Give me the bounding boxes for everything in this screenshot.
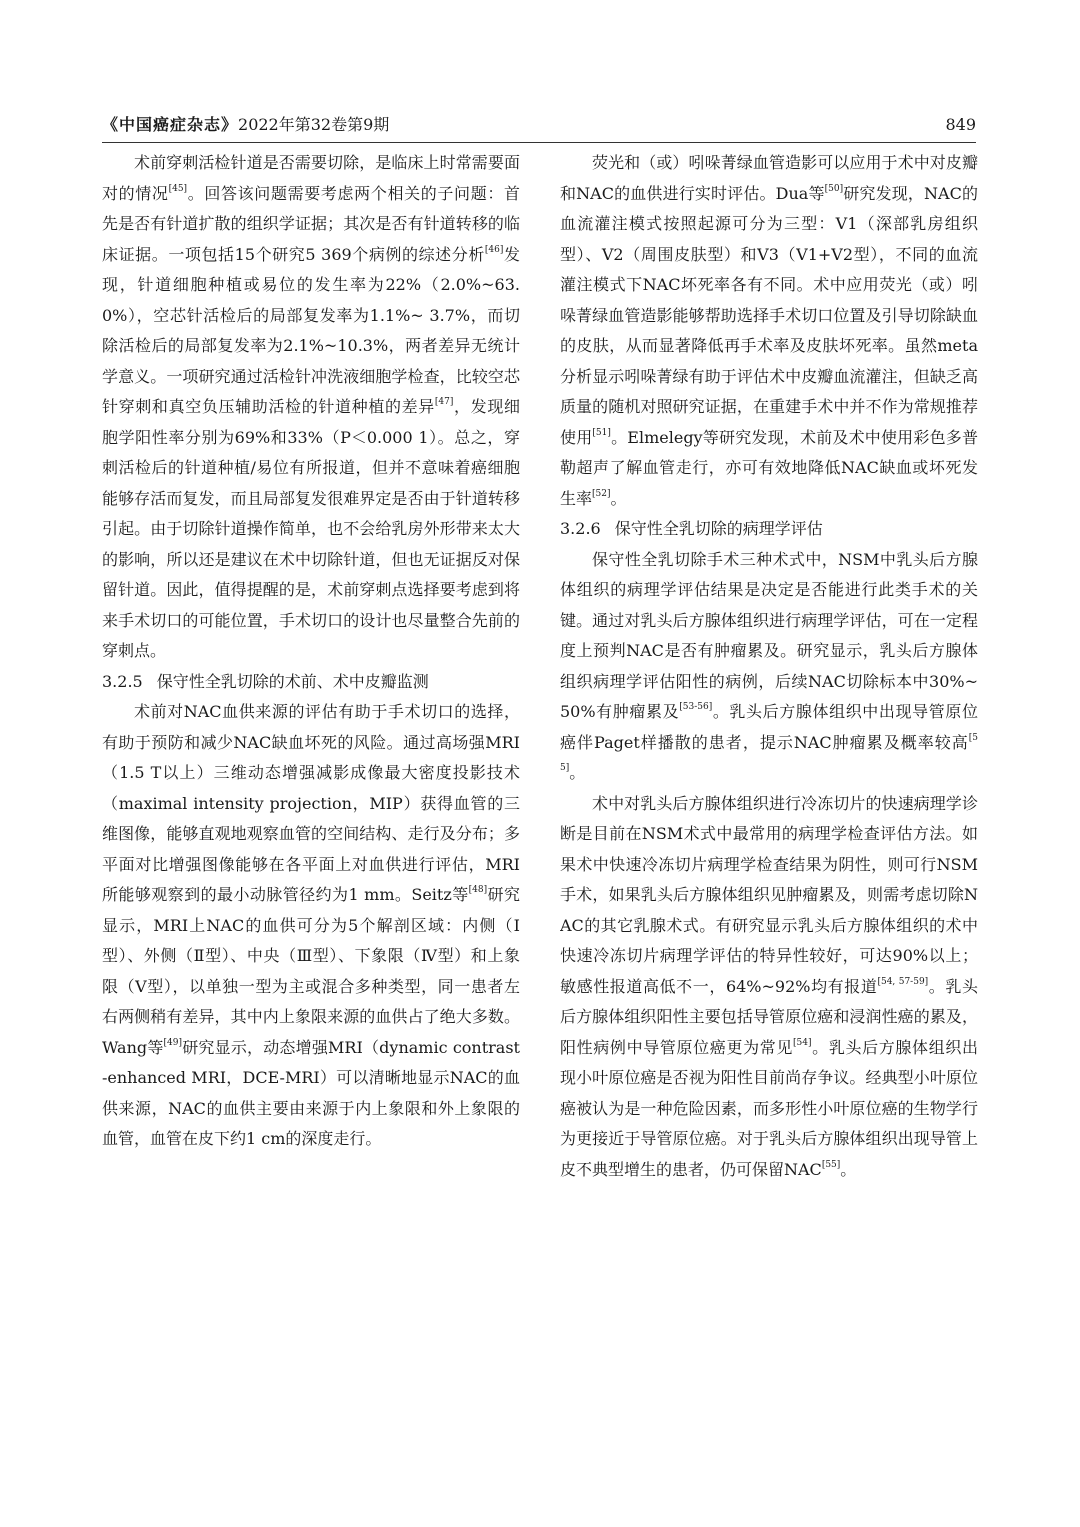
citation-ref: [50] [824, 183, 844, 194]
paragraph-needle-tract [102, 148, 520, 667]
citation-ref: [55] [560, 732, 978, 773]
citation-ref: [47] [434, 397, 454, 407]
paragraph-pathology-evaluation [560, 545, 978, 789]
section-title: 保守性全乳切除的术前、术中皮瓣监测 [156, 671, 429, 691]
journal-name: 《中国癌症杂志》 [102, 115, 239, 134]
paragraph-text: 术前穿刺活检针道是否需要切除，是临床上时常需要面对的情况 [102, 153, 520, 203]
citation-ref: [49] [163, 1037, 183, 1048]
paragraph-text: 。 [569, 763, 586, 782]
paragraph-text: 。乳头后方腺体组织阳性主要包括导管原位癌和浸润性癌的累及，阳性病例中导管原位癌更为常见 [560, 976, 978, 1057]
section-title: 保守性全乳切除的病理学评估 [614, 519, 823, 538]
paragraph-text: 。 [610, 488, 627, 508]
right-column [560, 148, 978, 1408]
paragraph-text: 保守性全乳切除手术三种术式中，NSM中乳头后方腺体组织的病理学评估结果是决定是否能进行此类手术的关键。通过对乳头后方腺体组织进行病理学评估，可在一定程度上预判NAC是否有肿瘤累及。研究显示，乳头后方腺体组织病理学评估阳性的病例，后续NAC切除标本中30%~ 50%有肿瘤累及 [560, 549, 978, 721]
citation-ref: [46] [484, 244, 504, 255]
paragraph-text: 发现，针道细胞种植或易位的发生率为22%（2.0%~63.0%），空芯针活检后的局部复发率为1.1%~ 3.7%，而切除活检后的局部复发率为2.1%~10.3%，两者差异无统计学意义。一项研究通过活检针冲洗液细胞学检查，比较空芯针穿刺和真空负压辅助活检的针道种植的差异 [102, 244, 520, 416]
paragraph-text: 术中对乳头后方腺体组织进行冷冻切片的快速病理学诊断是目前在NSM术式中最常用的病理学检查评估方法。如果术中快速冷冻切片病理学检查结果为阴性，则可行NSM手术，如果乳头后方腺体组织见肿瘤累及，则需考虑切除NAC的其它乳腺术式。有研究显示乳头后方腺体组织的术中快速冷冻切片病理学评估的特异性较好，可达90%以上；敏感性报道高低不一，64%~92%均有报道 [560, 793, 978, 996]
paragraph-frozen-section [560, 789, 978, 1186]
citation-ref: [53-56] [679, 702, 713, 712]
paragraph-text: 研究发现，NAC的血流灌注模式按照起源可分为三型：V1（深部乳房组织型）、V2（周围皮肤型）和V3（V1+V2型），不同的血流灌注模式下NAC坏死率各有不同。术中应用荧光（或）吲哚菁绿血管造影能够帮助选择手术切口位置及引导切除缺血的皮肤，从而显著降低再手术率及皮肤坏死率。虽然meta分析显示吲哚菁绿有助于评估术中皮瓣血流灌注，但缺乏高质量的随机对照研究证据，在重建手术中并不作为常规推荐使用 [560, 183, 978, 447]
paragraph-text: 荧光和（或）吲哚菁绿血管造影可以应用于术中对皮瓣和NAC的血供进行实时评估。Dua等 [560, 153, 978, 203]
paragraph-text: 研究显示，动态增强MRI（dynamic contrast-enhanced MRI，DCE-MRI）可以清晰地显示NAC的血供来源，NAC的血供主要由来源于内上象限和外上象限的血管，血管在皮下约1 cm的深度走行。 [102, 1037, 520, 1148]
journal-issue: 2022年第32卷第9期 [238, 115, 390, 134]
section-number: 3.2.5 [102, 671, 143, 691]
paragraph-angiography [560, 148, 978, 514]
page-number: 849 [945, 115, 976, 134]
section-number: 3.2.6 [560, 519, 601, 538]
section-heading-3-2-6 [560, 514, 978, 545]
paragraph-blood-supply [102, 697, 520, 1155]
citation-ref: [52] [592, 488, 611, 499]
citation-ref: [51] [592, 427, 611, 438]
paragraph-text: 术前对NAC血供来源的评估有助于手术切口的选择，有助于预防和减少NAC缺血坏死的风险。通过高场强MRI（1.5 T以上）三维动态增强减影成像最大密度投影技术（maximal intensity projection，MIP）获得血管的三维图像，能够直观地观察血管的空间结构、走行及分布；多平面对比增强图像能够在各平面上对血供进行评估，MRI所能够观察到的最小动脉管径约为1 mm。Seitz等 [102, 702, 520, 904]
paragraph-text: 。回答该问题需要考虑两个相关的子问题：首先是否有针道扩散的组织学证据；其次是否有针道转移的临床证据。一项包括15个研究5 369个病例的综述分析 [102, 183, 520, 264]
running-header [102, 113, 976, 137]
citation-ref: [54, 57-59] [877, 976, 929, 987]
paragraph-text: ，发现细胞学阳性率分别为69%和33%（P＜0.000 1）。总之，穿刺活检后的针道种植/易位有所报道，但并不意味着癌细胞能够存活而复发，而且局部复发很难界定是否由于针道转移引起。由于切除针道操作简单，也不会给乳房外形带来太大的影响，所以还是建议在术中切除针道，但也无证据反对保留针道。因此，值得提醒的是，术前穿刺点选择要考虑到将来手术切口的可能位置，手术切口的设计也尽量整合先前的穿刺点。 [102, 397, 520, 660]
paragraph-text: 。乳头后方腺体组织中出现导管原位癌伴Paget样播散的患者，提示NAC肿瘤累及概率较高 [560, 702, 978, 752]
citation-ref: [45] [168, 183, 188, 194]
header-rule [102, 142, 976, 143]
paragraph-text: 。Elmelegy等研究发现，术前及术中使用彩色多普勒超声了解血管走行，亦可有效地降低NAC缺血或坏死发生率 [560, 427, 978, 508]
citation-ref: [48] [468, 885, 488, 895]
section-heading-3-2-5 [102, 667, 520, 698]
journal-citation [102, 113, 389, 137]
paragraph-text: 。 [840, 1159, 857, 1179]
paragraph-text: 研究显示，MRI上NAC的血供可分为5个解剖区域：内侧（Ⅰ型）、外侧（Ⅱ型）、中央（Ⅲ型）、下象限（Ⅳ型）和上象限（Ⅴ型），以单独一型为主或混合多种类型，同一患者左右两侧稍有差异，其中内上象限来源的血供占了绝大多数。Wang等 [102, 885, 520, 1057]
citation-ref: [54] [793, 1037, 812, 1048]
paragraph-text: 。乳头后方腺体组织出现小叶原位癌是否视为阳性目前尚存争议。经典型小叶原位癌被认为是一种危险因素，而多形性小叶原位癌的生物学行为更接近于导管原位癌。对于乳头后方腺体组织出现导管上皮不典型增生的患者，仍可保留NAC [560, 1037, 978, 1179]
citation-ref: [55] [821, 1159, 841, 1170]
left-column [102, 148, 520, 1408]
